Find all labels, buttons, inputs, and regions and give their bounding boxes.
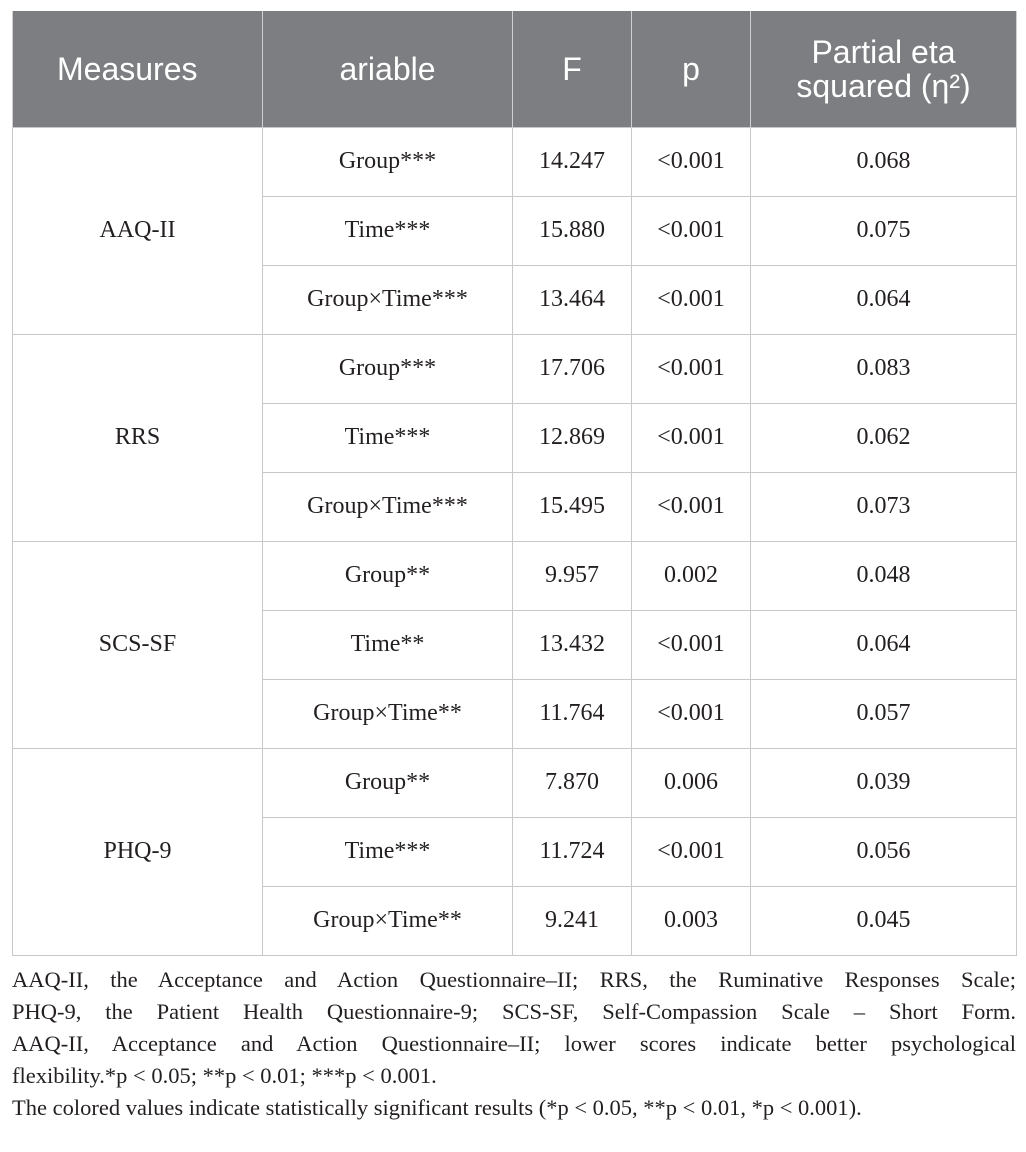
- eta-cell: 0.039: [751, 748, 1017, 817]
- table-footnotes: [12, 964, 1016, 1124]
- header-f: F: [513, 11, 632, 127]
- eta-cell: 0.075: [751, 196, 1017, 265]
- f-cell: 11.724: [513, 817, 632, 886]
- table-row: [13, 334, 1017, 403]
- f-cell: 14.247: [513, 127, 632, 196]
- footnote-line: AAQ-II, the Acceptance and Action Questionnaire–II; RRS, the Ruminative Responses Scale;: [12, 966, 1016, 992]
- variable-cell: Time**: [263, 610, 513, 679]
- header-partial-eta-squared: Partial eta squared (η²): [751, 11, 1017, 127]
- eta-cell: 0.057: [751, 679, 1017, 748]
- f-cell: 13.432: [513, 610, 632, 679]
- f-cell: 17.706: [513, 334, 632, 403]
- header-p: p: [632, 11, 751, 127]
- eta-cell: 0.064: [751, 265, 1017, 334]
- eta-cell: 0.073: [751, 472, 1017, 541]
- f-cell: 13.464: [513, 265, 632, 334]
- p-cell: <0.001: [632, 472, 751, 541]
- measure-cell-scs-sf: SCS-SF: [13, 541, 263, 748]
- p-cell: <0.001: [632, 265, 751, 334]
- table-row: [13, 541, 1017, 610]
- eta-cell: 0.064: [751, 610, 1017, 679]
- p-cell: <0.001: [632, 817, 751, 886]
- variable-cell: Group***: [263, 334, 513, 403]
- footnote-line: flexibility.*p < 0.05; **p < 0.01; ***p < 0.001.: [12, 1062, 437, 1088]
- footnote-line: AAQ-II, Acceptance and Action Questionnaire–II; lower scores indicate better psychological: [12, 1030, 1016, 1056]
- measure-cell-aaq-ii: AAQ-II: [13, 127, 263, 334]
- variable-cell: Group×Time***: [263, 265, 513, 334]
- p-cell: 0.002: [632, 541, 751, 610]
- variable-cell: Group**: [263, 748, 513, 817]
- variable-cell: Group***: [263, 127, 513, 196]
- header-row: [13, 11, 1017, 127]
- table-row: [13, 748, 1017, 817]
- p-cell: <0.001: [632, 679, 751, 748]
- variable-cell: Group**: [263, 541, 513, 610]
- f-cell: 11.764: [513, 679, 632, 748]
- eta-cell: 0.068: [751, 127, 1017, 196]
- p-cell: 0.006: [632, 748, 751, 817]
- f-cell: 15.495: [513, 472, 632, 541]
- results-table-container: [12, 11, 1016, 1124]
- variable-cell: Time***: [263, 196, 513, 265]
- eta-cell: 0.056: [751, 817, 1017, 886]
- p-cell: <0.001: [632, 196, 751, 265]
- p-cell: <0.001: [632, 127, 751, 196]
- footnote-line: PHQ-9, the Patient Health Questionnaire-9; SCS-SF, Self-Compassion Scale – Short Form.: [12, 998, 1016, 1024]
- f-cell: 12.869: [513, 403, 632, 472]
- p-cell: <0.001: [632, 403, 751, 472]
- header-variable: ariable: [263, 11, 513, 127]
- eta-cell: 0.062: [751, 403, 1017, 472]
- variable-cell: Group×Time***: [263, 472, 513, 541]
- p-cell: <0.001: [632, 610, 751, 679]
- variable-cell: Group×Time**: [263, 679, 513, 748]
- f-cell: 9.241: [513, 886, 632, 955]
- eta-cell: 0.083: [751, 334, 1017, 403]
- p-cell: <0.001: [632, 334, 751, 403]
- eta-cell: 0.045: [751, 886, 1017, 955]
- table-header: [13, 11, 1017, 127]
- footnote-line: The colored values indicate statistically significant results (*p < 0.05, **p < 0.01, *p < 0.001).: [12, 1094, 862, 1120]
- p-cell: 0.003: [632, 886, 751, 955]
- header-measures: Measures: [13, 11, 263, 127]
- variable-cell: Time***: [263, 817, 513, 886]
- table-row: [13, 127, 1017, 196]
- f-cell: 9.957: [513, 541, 632, 610]
- variable-cell: Group×Time**: [263, 886, 513, 955]
- measure-cell-phq-9: PHQ-9: [13, 748, 263, 955]
- measure-cell-rrs: RRS: [13, 334, 263, 541]
- anova-results-table: [12, 11, 1017, 956]
- variable-cell: Time***: [263, 403, 513, 472]
- table-body: [13, 127, 1017, 955]
- f-cell: 7.870: [513, 748, 632, 817]
- f-cell: 15.880: [513, 196, 632, 265]
- eta-cell: 0.048: [751, 541, 1017, 610]
